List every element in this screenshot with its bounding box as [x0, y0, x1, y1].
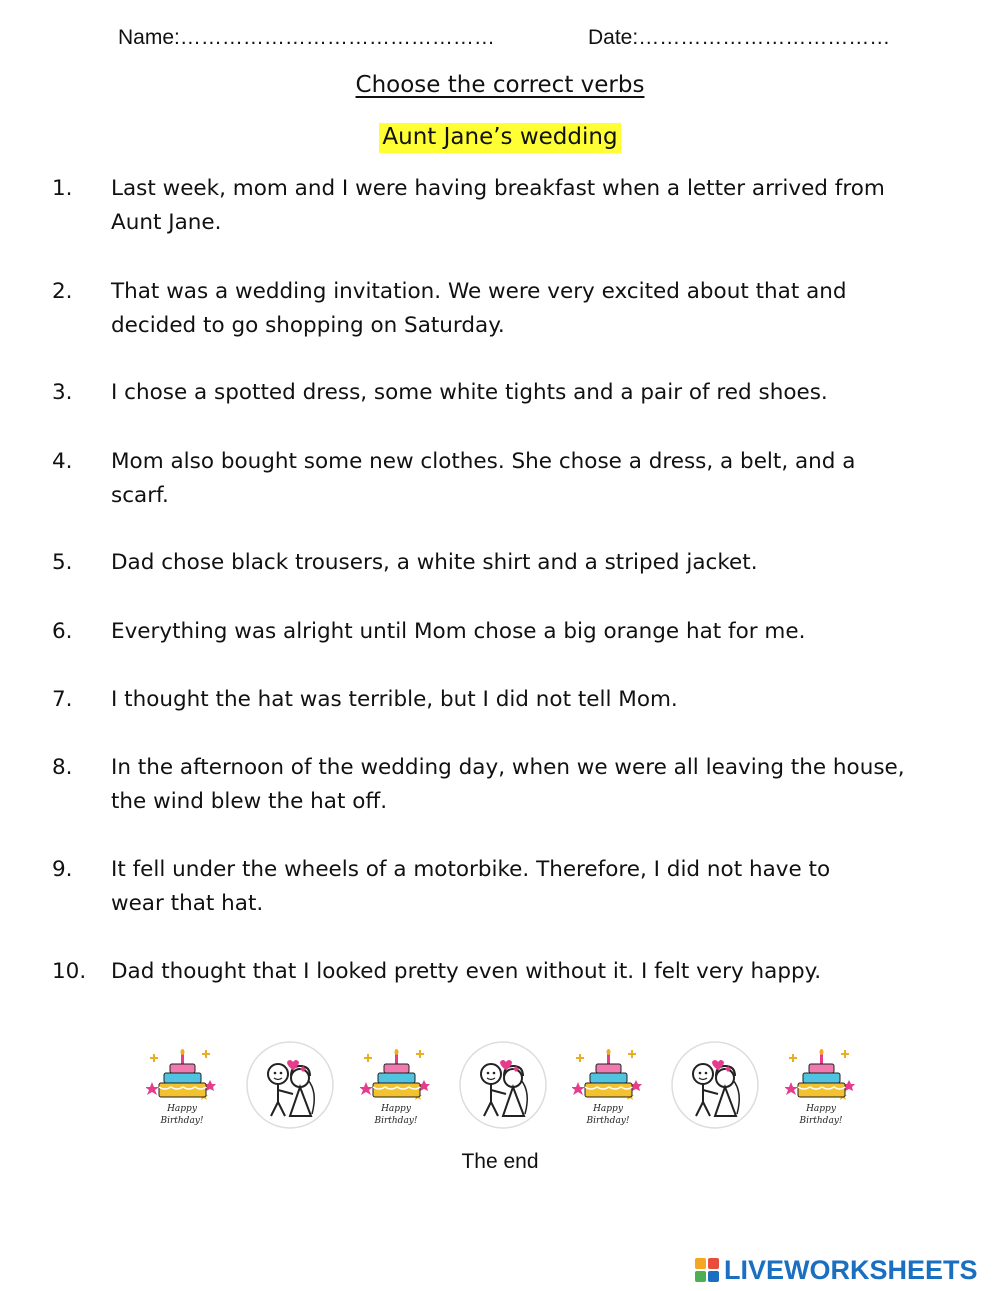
liveworksheets-logo[interactable] [695, 1254, 978, 1286]
svg-text:Happy: Happy [167, 1104, 197, 1114]
sentence-line: In the afternoon of the wedding day, when we were all leaving the house, [111, 755, 905, 780]
birthday-cake-icon [785, 1044, 857, 1138]
sentence-text [111, 172, 961, 240]
sentence-number: 6. [52, 619, 73, 644]
sentence-line: Aunt Jane. [111, 210, 222, 235]
sentence-text [111, 275, 961, 343]
sentence-text [111, 376, 961, 410]
sentence-text [111, 955, 961, 989]
sentence-line: wear that hat. [111, 891, 264, 916]
sentence-line: Mom also bought some new clothes. She chose a dress, a belt, and a [111, 449, 856, 474]
birthday-cake-icon [360, 1044, 432, 1138]
name-field: Name:……………………………………… [118, 26, 495, 49]
logo-square [708, 1258, 719, 1269]
sentence-number: 5. [52, 550, 73, 575]
sentence-number: 9. [52, 857, 73, 882]
sentence-number: 4. [52, 449, 73, 474]
svg-text:Birthday!: Birthday! [374, 1116, 418, 1126]
sentence-number: 10. [52, 959, 87, 984]
svg-text:Happy: Happy [593, 1104, 623, 1114]
sentence-text [111, 751, 961, 819]
svg-text:Birthday!: Birthday! [586, 1116, 630, 1126]
svg-text:Birthday!: Birthday! [160, 1116, 204, 1126]
sentence-line: I chose a spotted dress, some white tights and a pair of red shoes. [111, 380, 828, 405]
sentence-number: 3. [52, 380, 73, 405]
svg-text:Happy: Happy [381, 1104, 411, 1114]
logo-square [695, 1258, 706, 1269]
sentence-text [111, 615, 961, 649]
birthday-cake-icon [572, 1044, 644, 1138]
sentence-line: scarf. [111, 483, 169, 508]
sentence-line: Everything was alright until Mom chose a big orange hat for me. [111, 619, 806, 644]
logo-square [695, 1271, 706, 1282]
logo-square [708, 1271, 719, 1282]
logo-squares-icon [695, 1258, 719, 1282]
svg-text:Happy: Happy [806, 1104, 836, 1114]
sentence-text [111, 445, 961, 513]
sentence-line: I thought the hat was terrible, but I did not tell Mom. [111, 687, 678, 712]
sentence-line: Dad thought that I looked pretty even without it. I felt very happy. [111, 959, 822, 984]
title-wrapper [0, 124, 1000, 150]
wedding-couple-icon [670, 1040, 760, 1134]
decoration-row [0, 1040, 1000, 1135]
instructions-subtitle: Choose the correct verbs [355, 72, 645, 98]
sentence-line: That was a wedding invitation. We were very excited about that and [111, 279, 847, 304]
sentence-text [111, 853, 961, 921]
sentence-line: Dad chose black trousers, a white shirt and a striped jacket. [111, 550, 758, 575]
sentence-number: 1. [52, 176, 73, 201]
svg-text:Birthday!: Birthday! [799, 1116, 843, 1126]
logo-text: LIVEWORKSHEETS [724, 1254, 978, 1285]
page-title: Aunt Jane’s wedding [379, 123, 620, 153]
sentence-line: Last week, mom and I were having breakfast when a letter arrived from [111, 176, 885, 201]
sentence-line: It fell under the wheels of a motorbike. Therefore, I did not have to [111, 857, 831, 882]
sentence-text [111, 683, 961, 717]
date-field: Date:……………………………… [588, 26, 891, 49]
footer-text: The end [461, 1150, 539, 1173]
sentence-line: the wind blew the hat off. [111, 789, 388, 814]
sentence-number: 2. [52, 279, 73, 304]
sentence-text [111, 546, 961, 580]
sentence-number: 7. [52, 687, 73, 712]
wedding-couple-icon [458, 1040, 548, 1134]
birthday-cake-icon [146, 1044, 218, 1138]
sentence-line: decided to go shopping on Saturday. [111, 313, 505, 338]
sentence-number: 8. [52, 755, 73, 780]
wedding-couple-icon [245, 1040, 335, 1134]
